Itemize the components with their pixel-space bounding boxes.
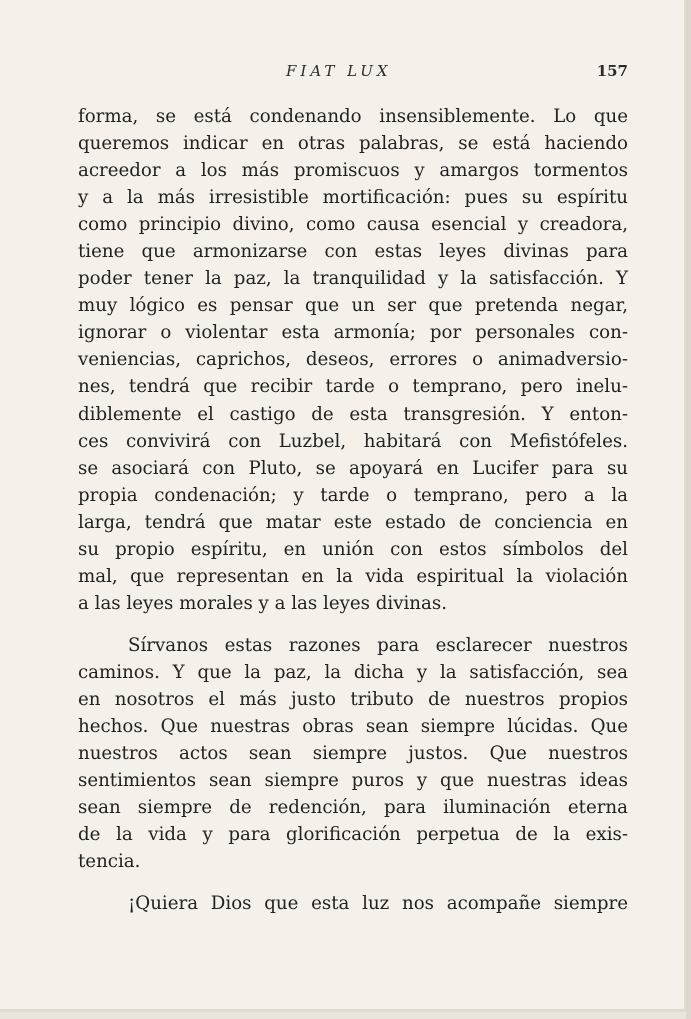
text-line: ces convivirá con Luzbel, habitará con Mefistófeles. (78, 430, 628, 452)
text-line: diblemente el castigo de esta transgresión. Y enton- (78, 403, 628, 425)
text-line: tencia. (78, 851, 141, 873)
text-line: poder tener la paz, la tranquilidad y la satisfacción. Y (78, 268, 628, 290)
paragraph-spacer (78, 875, 628, 890)
text-line: sean siempre de redención, para iluminación eterna (78, 797, 628, 819)
paragraph-2 (78, 632, 628, 875)
paragraph-spacer (78, 617, 628, 632)
text-line: y a la más irresistible mortificación: pues su espíritu (78, 187, 628, 209)
paragraph-3 (78, 890, 628, 917)
text-line: a las leyes morales y a las leyes divinas. (78, 592, 447, 614)
text-line: propia condenación; y tarde o temprano, pero a la (78, 484, 628, 506)
text-line: en nosotros el más justo tributo de nuestros propios (78, 688, 628, 710)
paragraph-1 (78, 103, 628, 617)
text-line: nes, tendrá que recibir tarde o temprano, pero inelu- (78, 376, 628, 398)
running-title: FIAT LUX (286, 62, 392, 80)
page-header (78, 62, 628, 86)
text-line: ignorar o violentar esta armonía; por personales con- (78, 322, 628, 344)
text-line: tiene que armonizarse con estas leyes divinas para (78, 241, 628, 263)
text-line: hechos. Que nuestras obras sean siempre lúcidas. Que (78, 716, 628, 738)
text-line: acreedor a los más promiscuos y amargos tormentos (78, 160, 628, 182)
page-number: 157 (596, 62, 628, 80)
text-line: mal, que representan en la vida espiritual la violación (78, 565, 628, 587)
text-line: nuestros actos sean siempre justos. Que nuestros (78, 743, 628, 765)
text-line: ¡Quiera Dios que esta luz nos acompañe siempre (128, 893, 628, 915)
text-line: sentimientos sean siempre puros y que nuestras ideas (78, 770, 628, 792)
text-line: caminos. Y que la paz, la dicha y la satisfacción, sea (78, 661, 628, 683)
text-line: queremos indicar en otras palabras, se está haciendo (78, 133, 628, 155)
text-line: larga, tendrá que matar este estado de conciencia en (78, 511, 628, 533)
text-line: como principio divino, como causa esencial y creadora, (78, 214, 628, 236)
text-line: veniencias, caprichos, deseos, errores o animadversio- (78, 349, 628, 371)
text-line: de la vida y para glorificación perpetua de la exis- (78, 824, 628, 846)
text-line: muy lógico es pensar que un ser que pretenda negar, (78, 295, 628, 317)
body-text (78, 103, 628, 917)
text-line: Sírvanos estas razones para esclarecer nuestros (128, 634, 628, 656)
text-line: su propio espíritu, en unión con estos símbolos del (78, 538, 628, 560)
text-line: forma, se está condenando insensiblemente. Lo que (78, 106, 628, 127)
page-edge (686, 0, 691, 1019)
text-line: se asociará con Pluto, se apoyará en Lucifer para su (78, 457, 628, 479)
